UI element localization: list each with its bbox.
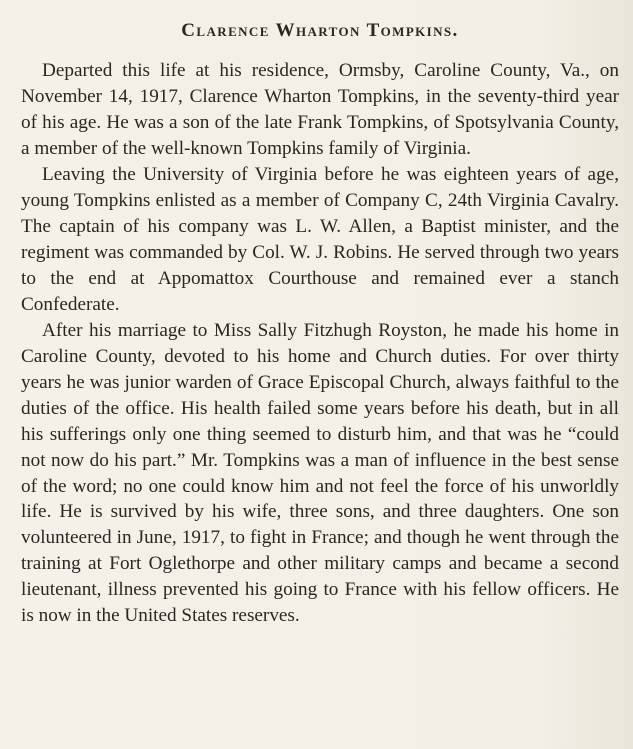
obituary-title: Clarence Wharton Tompkins. [181,20,459,41]
paragraph-3: After his marriage to Miss Sally Fitzhugh Royston, he made his home in Caroline County, devoted to his home and Church duties. For over thirty years he was junior warden of Grace Episcopal Church, always faithful to the duties of the office. His health failed some years before his death, but in all his sufferings only one thing seemed to disturb him, and that was he “could not now do his part.” Mr. Tompkins was a man of influence in the best sense of the word; no one could know him and not feel the force of his unworldly life. He is survived by his wife, three sons, and three daughters. One son volunteered in June, 1917, to fight in France; and though he went through the training at Fort Oglethorpe and other military camps and became a second lieutenant, illness prevented his going to France with his fellow officers. He is now in the United States reserves. [21,320,619,627]
paragraph-1: Departed this life at his residence, Ormsby, Caroline County, Va., on November 14, 1917, Clarence Wharton Tompkins, in the seventy-third year of his age. He was a son of the late Frank Tompkins, of Spotsylvania County, a member of the well-known Tompkins family of Virginia. [21,60,619,159]
paragraph-2: Leaving the University of Virginia before he was eighteen years of age, young Tompkins enlisted as a member of Company C, 24th Virginia Cavalry. The captain of his company was L. W. Allen, a Baptist minister, and the regiment was commanded by Col. W. J. Robins. He served through two years to the end at Appomattox Courthouse and remained ever a stanch Confederate. [21,164,619,315]
